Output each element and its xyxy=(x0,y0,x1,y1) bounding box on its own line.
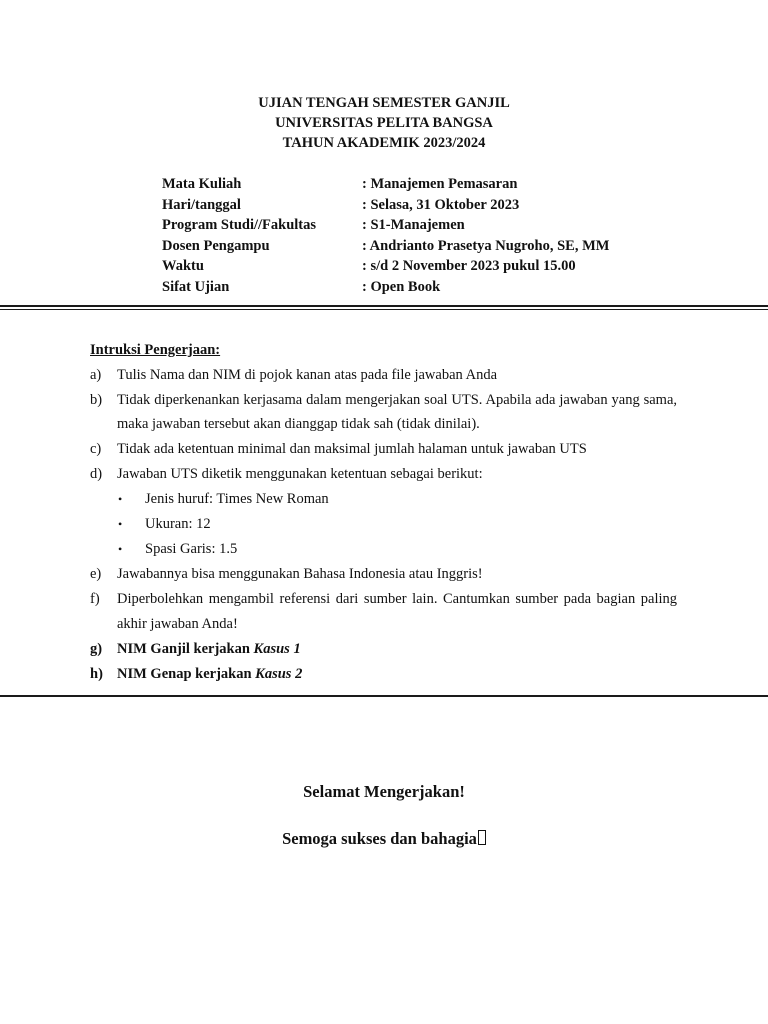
instruction-item xyxy=(90,437,677,462)
instruction-item xyxy=(90,388,677,438)
item-marker: g) xyxy=(90,640,103,657)
header-divider xyxy=(0,305,768,310)
info-value: : Open Book xyxy=(362,278,441,295)
info-row-exam-type xyxy=(162,277,702,298)
item-marker: a) xyxy=(90,366,102,383)
info-label: Waktu xyxy=(162,258,204,275)
info-row-date xyxy=(162,195,702,216)
format-rule-text: Spasi Garis: 1.5 xyxy=(145,541,238,558)
format-rule-item xyxy=(90,512,677,537)
item-marker: d) xyxy=(90,465,103,482)
info-label: Sifat Ujian xyxy=(162,278,230,295)
info-label: Dosen Pengampu xyxy=(162,237,270,254)
info-value: : Andrianto Prasetya Nugroho, SE, MM xyxy=(362,237,610,254)
item-text-main: NIM Genap kerjakan xyxy=(117,665,256,682)
case-label: Kasus 2 xyxy=(255,665,303,682)
instructions-divider xyxy=(0,695,768,697)
info-label: Mata Kuliah xyxy=(162,176,242,192)
academic-year: TAHUN AKADEMIK 2023/2024 xyxy=(282,135,486,151)
item-text: Jawaban UTS diketik menggunakan ketentuan sebagai berikut: xyxy=(117,465,483,482)
format-rule-text: Jenis huruf: Times New Roman xyxy=(145,490,329,507)
missing-glyph-icon xyxy=(478,830,486,845)
format-rule-item xyxy=(90,537,677,562)
exam-info-table xyxy=(162,174,702,298)
exam-title: UJIAN TENGAH SEMESTER GANJIL xyxy=(258,95,510,111)
bullet-icon: • xyxy=(118,542,123,557)
instruction-item-odd-nim xyxy=(90,637,677,662)
info-label: Program Studi//Fakultas xyxy=(162,217,317,234)
item-marker: b) xyxy=(90,391,103,408)
item-text: Jawabannya bisa menggunakan Bahasa Indonesia atau Inggris! xyxy=(117,566,483,583)
instruction-item xyxy=(90,587,677,637)
case-label: Kasus 1 xyxy=(253,640,301,657)
exam-header xyxy=(0,93,768,153)
format-rule-text: Ukuran: 12 xyxy=(145,515,211,532)
item-text: Tidak ada ketentuan minimal dan maksimal jumlah halaman untuk jawaban UTS xyxy=(117,441,587,458)
instruction-item xyxy=(90,363,677,388)
instructions-title: Intruksi Pengerjaan: xyxy=(90,342,221,358)
bullet-icon: • xyxy=(118,491,123,506)
info-row-time xyxy=(162,256,702,277)
info-value: : Selasa, 31 Oktober 2023 xyxy=(362,196,520,213)
info-value: : Manajemen Pemasaran xyxy=(362,176,518,192)
bullet-icon: • xyxy=(118,516,123,531)
instructions-section xyxy=(90,338,677,686)
instruction-item-even-nim xyxy=(90,662,677,687)
item-marker: e) xyxy=(90,566,102,583)
item-marker: h) xyxy=(90,665,103,682)
info-row-course xyxy=(162,174,702,195)
info-value: : s/d 2 November 2023 pukul 15.00 xyxy=(362,258,576,275)
format-rule-item xyxy=(90,487,677,512)
university-name: UNIVERSITAS PELITA BANGSA xyxy=(275,115,493,131)
item-marker: f) xyxy=(90,591,100,608)
info-label: Hari/tanggal xyxy=(162,196,241,213)
item-text: Diperbolehkan mengambil referensi dari sumber lain. Cantumkan sumber pada bagian paling akhir jawaban Anda! xyxy=(117,591,677,632)
item-text xyxy=(117,637,677,662)
item-text-main: NIM Ganjil kerjakan xyxy=(117,640,254,657)
closing-wish-text: Semoga sukses dan bahagia xyxy=(282,829,477,848)
info-value: : S1-Manajemen xyxy=(362,217,465,234)
closing-greeting: Selamat Mengerjakan! xyxy=(303,782,465,801)
item-text: Tidak diperkenankan kerjasama dalam mengerjakan soal UTS. Apabila ada jawaban yang sama, maka jawaban tersebut akan dianggap tidak sah (tidak dinilai). xyxy=(117,391,677,433)
closing-wish xyxy=(0,829,768,849)
item-marker: c) xyxy=(90,441,102,458)
instruction-item xyxy=(90,462,677,487)
item-text xyxy=(117,662,677,687)
instruction-item xyxy=(90,562,677,587)
item-text: Tulis Nama dan NIM di pojok kanan atas pada file jawaban Anda xyxy=(117,366,498,383)
info-row-lecturer xyxy=(162,236,702,257)
info-row-program xyxy=(162,215,702,236)
